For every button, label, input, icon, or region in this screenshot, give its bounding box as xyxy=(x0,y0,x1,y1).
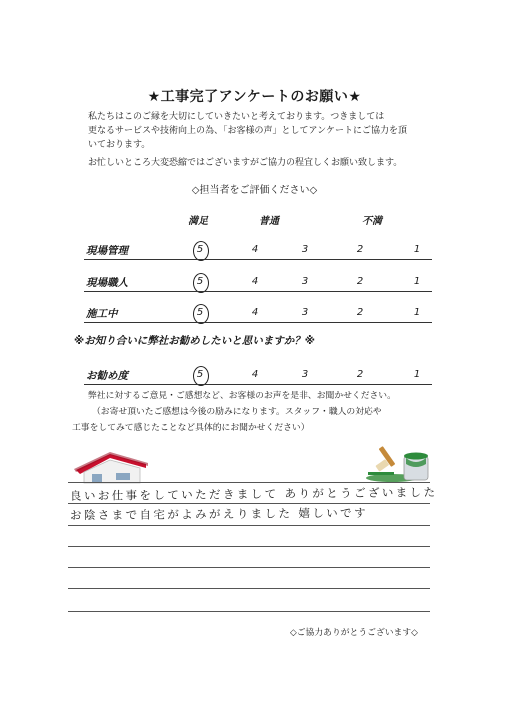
rating-option-3[interactable]: 3 xyxy=(301,369,309,380)
handwritten-comment-line-1: 良いお仕事をしていただきまして ありがとうございました xyxy=(69,485,438,503)
rating-option-4[interactable]: 4 xyxy=(251,244,259,255)
comment-note-2: （お寄せ頂いたご感想は今後の励みになります。スタッフ・職人の対応や xyxy=(92,407,382,417)
rating-section-title: ◇担当者をご評価ください◇ xyxy=(191,185,318,196)
rating-label-site-management: 現場管理 xyxy=(86,245,128,257)
rating-option-2[interactable]: 2 xyxy=(356,369,364,380)
rating-option-4[interactable]: 4 xyxy=(251,369,259,380)
intro-line-3: いております。 xyxy=(88,140,151,150)
rating-option-5[interactable]: 5 xyxy=(196,244,204,255)
comment-line xyxy=(68,525,430,526)
row-underline xyxy=(84,384,432,385)
rating-option-3[interactable]: 3 xyxy=(301,244,309,255)
paint-bucket-icon xyxy=(364,442,436,484)
rating-option-3[interactable]: 3 xyxy=(301,276,309,287)
comment-note-3: 工事をしてみて感じたことなど具体的にお聞かせください） xyxy=(72,423,310,433)
scale-label-satisfied: 満足 xyxy=(188,216,208,227)
intro-line-1: 私たちはこのご縁を大切にしていきたいと考えております。つきましては xyxy=(88,112,385,122)
rating-option-5[interactable]: 5 xyxy=(196,307,204,318)
recommend-label: お勧め度 xyxy=(86,370,128,382)
rating-label-site-craftsmen: 現場職人 xyxy=(86,277,128,289)
rating-label-during-construction: 施工中 xyxy=(86,308,118,320)
row-underline xyxy=(84,259,432,260)
rating-option-1[interactable]: 1 xyxy=(413,307,421,318)
handwritten-comment-line-2: お陰さまで自宅がよみがえりました 嬉しいです xyxy=(69,505,369,523)
rating-option-1[interactable]: 1 xyxy=(413,276,421,287)
comment-line xyxy=(68,546,430,547)
row-underline xyxy=(84,291,432,292)
scale-label-normal: 普通 xyxy=(259,216,279,227)
rating-option-2[interactable]: 2 xyxy=(356,307,364,318)
scale-label-unsatisfied: 不満 xyxy=(362,216,382,227)
rating-option-3[interactable]: 3 xyxy=(301,307,309,318)
comment-line xyxy=(68,588,430,589)
rating-option-2[interactable]: 2 xyxy=(356,244,364,255)
footer-thanks: ◇ご協力ありがとうございます◇ xyxy=(290,628,418,638)
intro-line-4: お忙しいところ大変恐縮ではございますがご協力の程宜しくお願い致します。 xyxy=(88,158,403,168)
rating-option-2[interactable]: 2 xyxy=(356,276,364,287)
rating-option-5[interactable]: 5 xyxy=(196,369,204,380)
rating-option-4[interactable]: 4 xyxy=(251,307,259,318)
comment-note-1: 弊社に対するご意見・ご感想など、お客様のお声を是非、お聞かせください。 xyxy=(88,391,396,401)
page-title: ★工事完了アンケートのお願い★ xyxy=(147,89,362,105)
rating-option-1[interactable]: 1 xyxy=(413,369,421,380)
rating-option-4[interactable]: 4 xyxy=(251,276,259,287)
comment-line xyxy=(68,567,430,568)
recommend-question: ※お知り合いに弊社お勧めしたいと思いますか？※ xyxy=(74,335,315,347)
row-underline xyxy=(84,322,432,323)
rating-option-1[interactable]: 1 xyxy=(413,244,421,255)
house-icon xyxy=(70,452,150,486)
intro-line-2: 更なるサービスや技術向上の為、「お客様の声」としてアンケートにご協力を頂 xyxy=(88,126,407,136)
rating-option-5[interactable]: 5 xyxy=(196,276,204,287)
